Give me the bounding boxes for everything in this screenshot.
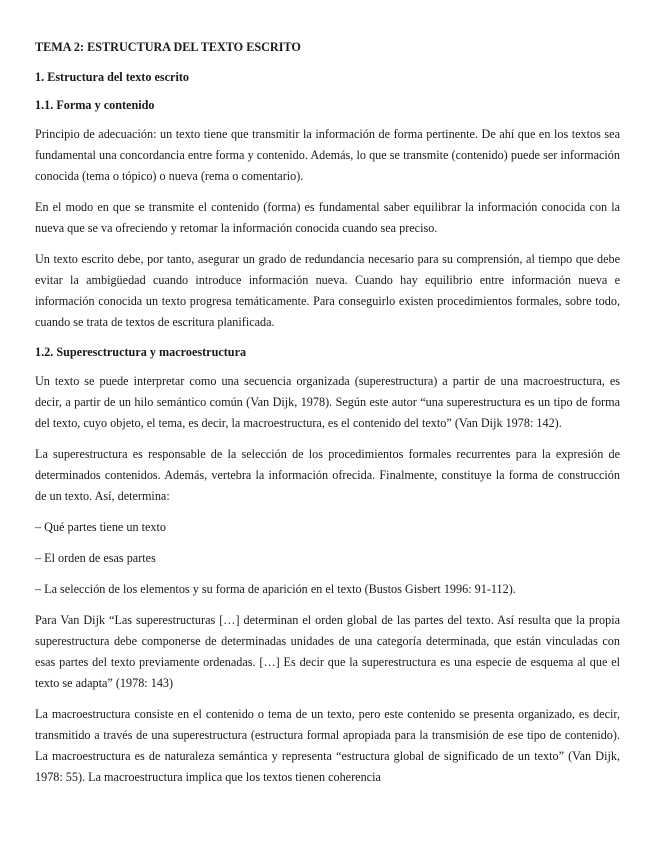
list-item: – Qué partes tiene un texto [35, 520, 166, 534]
paragraph-7: La macroestructura consiste en el contenido o tema de un texto, pero este contenido se presenta organizado, es decir, transmitido a través de una superestructura (estructura formal apropiada para la transmisión de ese tipo de contenido). La macroestructura es de naturaleza semántica y representa “estructura global de significado de un texto” (Van Dijk, 1978: 55). La macroestructura implica que los textos tienen coherencia [35, 707, 620, 784]
document-page [35, 38, 620, 798]
list-item: – La selección de los elementos y su forma de aparición en el texto (Bustos Gisbert 1996: 91-112). [35, 582, 516, 596]
list-item: – El orden de esas partes [35, 551, 156, 565]
paragraph-4: Un texto se puede interpretar como una secuencia organizada (superestructura) a partir de una macroestructura, es decir, a partir de un hilo semántico común (Van Dijk, 1978). Según este autor “una superestructura es un tipo de forma del texto, cuyo objeto, el tema, es decir, la macroestructura, es el contenido del texto” (Van Dijk 1978: 142). [35, 374, 620, 430]
document-title: TEMA 2: ESTRUCTURA DEL TEXTO ESCRITO [35, 40, 301, 54]
paragraph-6 [35, 610, 620, 694]
paragraph-2: En el modo en que se transmite el contenido (forma) es fundamental saber equilibrar la información conocida con la nueva que se va ofreciendo y retomar la información conocida cuando sea preciso. [35, 200, 620, 235]
subsection-1-1-heading: 1.1. Forma y contenido [35, 98, 155, 112]
subsection-1-2-heading: 1.2. Superesctructura y macroestructura [35, 345, 247, 359]
paragraph-6-quote-start: Para Van Dijk “Las superestructuras […] determinan el orden global de las partes [35, 613, 444, 627]
paragraph-3: Un texto escrito debe, por tanto, asegurar un grado de redundancia necesario para su comprensión, al tiempo que debe evitar la ambigüedad cuando introduce información nueva. Cuando hay equilibrio entre información nueva e información conocida un texto progresa temáticamente. Para conseguirlo existen procedimientos formales, sobre todo, cuando se trata de textos de escritura planificada. [35, 252, 620, 329]
section-1-heading: 1. Estructura del texto escrito [35, 70, 189, 84]
paragraph-6-rest: del texto. Así resulta que la propia superestructura debe componerse de determinadas unidades de una categoría determinada, que están vinculadas con esas partes del texto previamente ordenadas. […] Es decir que la superestructura es una especie de esquema al que el texto se adapta” (1978: 143) [35, 613, 621, 690]
paragraph-5: La superestructura es responsable de la selección de los procedimientos formales recurrentes para la expresión de determinados contenidos. Además, vertebra la información ofrecida. Finalmente, constituye la forma de construcción de un texto. Así, determina: [35, 447, 620, 503]
paragraph-1: Principio de adecuación: un texto tiene que transmitir la información de forma pertinente. De ahí que en los textos sea fundamental una concordancia entre forma y contenido. Además, lo que se transmite (contenido) puede ser información conocida (tema o tópico) o nueva (rema o comentario). [35, 127, 620, 183]
